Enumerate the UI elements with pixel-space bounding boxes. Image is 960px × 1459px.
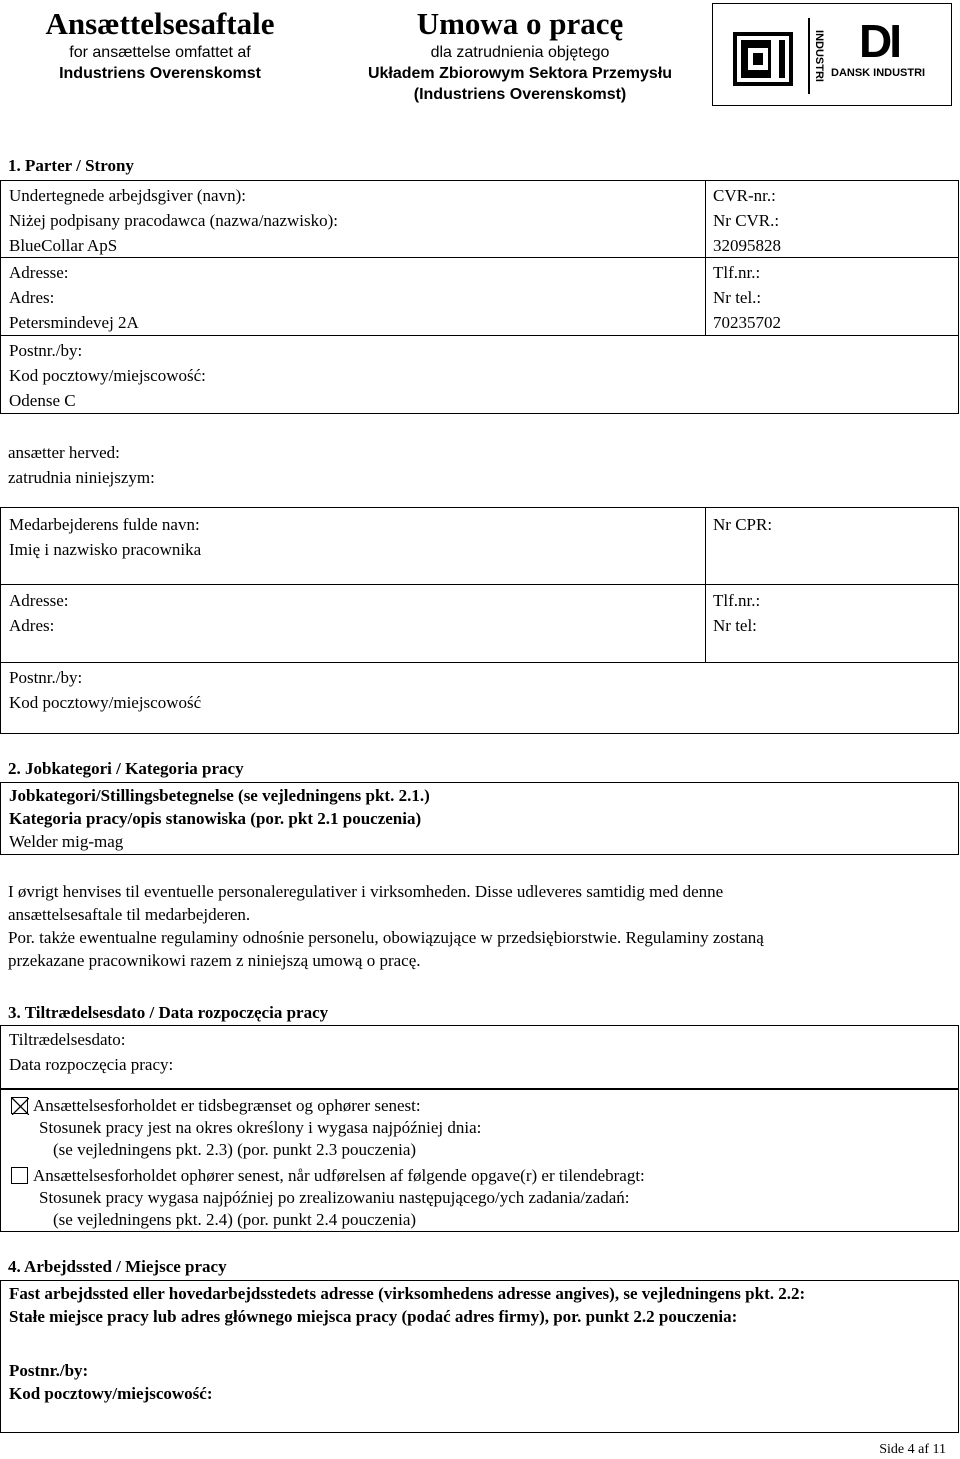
employee-postal-field[interactable]	[9, 665, 201, 715]
employer-postal-field[interactable]	[9, 338, 206, 413]
option-fixed-term	[11, 1095, 481, 1161]
cvr-label-polish: Nr CVR.:	[713, 211, 780, 230]
start-date-label-polish: Data rozpoczęcia pracy:	[9, 1055, 174, 1074]
section-1-heading: 1. Parter / Strony	[8, 156, 134, 175]
employee-name-label-danish: Medarbejderens fulde navn:	[9, 515, 200, 534]
page-number: Side 4 af 11	[879, 1442, 946, 1457]
fixed-term-checkbox[interactable]	[11, 1097, 28, 1114]
title-danish: Ansættelsesaftale	[45, 6, 275, 41]
subtitle-danish-line2: Industriens Overenskomst	[59, 65, 261, 82]
note-danish-line1: I øvrigt henvises til eventuelle personaleregulativer i virksomheden. Disse udleveres samtidig med denne	[8, 882, 724, 901]
workplace-label-danish: Fast arbejdssted eller hovedarbejdsstedets adresse (virksomhedens adresse angives), se vejledningens pkt. 2.2:	[9, 1284, 806, 1303]
cvr-value: 32095828	[713, 236, 781, 255]
employs-text	[8, 440, 155, 490]
header-polish	[345, 6, 695, 105]
employs-polish: zatrudnia niniejszym:	[8, 468, 155, 487]
dansk-industri-label: DANSK INDUSTRI	[831, 67, 926, 79]
job-category-box[interactable]	[0, 782, 959, 855]
employer-phone-field[interactable]	[713, 260, 781, 335]
divider-horizontal	[1, 584, 958, 585]
employer-label-danish: Undertegnede arbejdsgiver (navn):	[9, 186, 246, 205]
divider-vertical	[705, 508, 706, 663]
title-polish: Umowa o pracę	[416, 6, 624, 41]
cpr-label: Nr CPR:	[713, 515, 773, 534]
task-based-label-polish: Stosunek pracy wygasa najpóźniej po zrealizowaniu następującego/ych zadania/zadań:	[39, 1188, 630, 1207]
job-category-label-danish: Jobkategori/Stillingsbetegnelse (se vejledningens pkt. 2.1.)	[9, 786, 430, 805]
note-polish-line2: przekazane pracownikowi razem z niniejszą umową o pracę.	[8, 951, 421, 970]
address-label-danish: Adresse:	[9, 263, 69, 282]
fixed-term-reference: (se vejledningens pkt. 2.3) (por. punkt 2.3 pouczenia)	[53, 1140, 417, 1159]
employee-box	[0, 507, 959, 734]
phone-label-danish: Tlf.nr.:	[713, 263, 761, 282]
employer-name-value: BlueCollar ApS	[9, 236, 118, 255]
section-2-heading: 2. Jobkategori / Kategoria pracy	[8, 759, 244, 778]
start-date-label-danish: Tiltrædelsesdato:	[9, 1030, 126, 1049]
industri-vertical-label: INDUSTRI	[813, 30, 825, 82]
address-value: Petersmindevej 2A	[9, 313, 139, 332]
start-date-box[interactable]	[0, 1025, 959, 1089]
note-danish-line2: ansættelsesaftale til medarbejderen.	[8, 905, 251, 924]
fixed-term-label-danish: Ansættelsesforholdet er tidsbegrænset og ophører senest:	[33, 1096, 421, 1115]
employee-name-label-polish: Imię i nazwisko pracownika	[9, 540, 202, 559]
employer-label-polish: Niżej podpisany pracodawca (nazwa/nazwisko):	[9, 211, 339, 230]
section-3-heading: 3. Tiltrædelsesdato / Data rozpoczęcia pracy	[8, 1003, 329, 1022]
subtitle-polish-line1: dla zatrudnienia objętego	[430, 44, 610, 61]
employer-box	[0, 180, 959, 414]
note-polish-line1: Por. także ewentualne regulaminy odnośnie personelu, obowiązujące w przedsiębiorstwie. Regulaminy zostaną	[8, 928, 764, 947]
subtitle-danish-line1: for ansættelse omfattet af	[69, 44, 251, 61]
divider-horizontal	[1, 662, 958, 663]
postal-value: Odense C	[9, 391, 76, 410]
workplace-postal-label-polish: Kod pocztowy/miejscowość:	[9, 1384, 213, 1403]
employee-address-label-danish: Adresse:	[9, 591, 69, 610]
subtitle-polish-line3: (Industriens Overenskomst)	[413, 86, 627, 103]
employee-cpr-field[interactable]	[713, 512, 772, 537]
header-danish	[0, 6, 320, 84]
employee-phone-label-danish: Tlf.nr.:	[713, 591, 761, 610]
postal-label-danish: Postnr./by:	[9, 341, 83, 360]
employee-postal-label-polish: Kod pocztowy/miejscowość	[9, 693, 202, 712]
phone-value: 70235702	[713, 313, 781, 332]
divider-horizontal	[1, 335, 958, 336]
option-task-based	[11, 1165, 645, 1231]
employee-phone-field[interactable]	[713, 588, 760, 638]
cvr-label-danish: CVR-nr.:	[713, 186, 776, 205]
phone-label-polish: Nr tel.:	[713, 288, 762, 307]
fixed-term-label-polish: Stosunek pracy jest na okres określony i wygasa najpóźniej dnia:	[39, 1118, 482, 1137]
task-based-label-danish: Ansættelsesforholdet ophører senest, når udførelsen af følgende opgave(r) er tilendebragt:	[33, 1166, 645, 1185]
logo-box	[712, 3, 952, 106]
employee-phone-label-polish: Nr tel:	[713, 616, 757, 635]
employee-postal-label-danish: Postnr./by:	[9, 668, 83, 687]
divider-vertical	[705, 181, 706, 336]
di-logo-letters: DI	[859, 15, 899, 67]
section-4-heading: 4. Arbejdssted / Miejsce pracy	[8, 1257, 227, 1276]
industri-logo	[713, 4, 953, 107]
job-category-label-polish: Kategoria pracy/opis stanowiska (por. pkt 2.1 pouczenia)	[9, 809, 422, 828]
employee-address-label-polish: Adres:	[9, 616, 55, 635]
employee-address-field[interactable]	[9, 588, 68, 638]
postal-label-polish: Kod pocztowy/miejscowość:	[9, 366, 206, 385]
duration-box	[0, 1089, 959, 1232]
job-category-value: Welder mig-mag	[9, 832, 124, 851]
workplace-label-polish: Stałe miejsce pracy lub adres głównego miejsca pracy (podać adres firmy), por. punkt 2.2 pouczenia:	[9, 1307, 738, 1326]
workplace-postal-label-danish: Postnr./by:	[9, 1361, 89, 1380]
cvr-field[interactable]	[713, 183, 781, 258]
employer-address-field[interactable]	[9, 260, 139, 335]
employs-danish: ansætter herved:	[8, 443, 120, 462]
task-based-reference: (se vejledningens pkt. 2.4) (por. punkt 2.4 pouczenia)	[53, 1210, 417, 1229]
workplace-box[interactable]	[0, 1280, 959, 1433]
employer-name-field[interactable]	[9, 183, 338, 258]
task-based-checkbox[interactable]	[11, 1167, 28, 1184]
checkmark-x-icon	[12, 1098, 29, 1115]
employee-name-field[interactable]	[9, 512, 201, 562]
address-label-polish: Adres:	[9, 288, 55, 307]
subtitle-polish-line2: Układem Zbiorowym Sektora Przemysłu	[367, 65, 673, 82]
regulations-note	[8, 880, 764, 972]
